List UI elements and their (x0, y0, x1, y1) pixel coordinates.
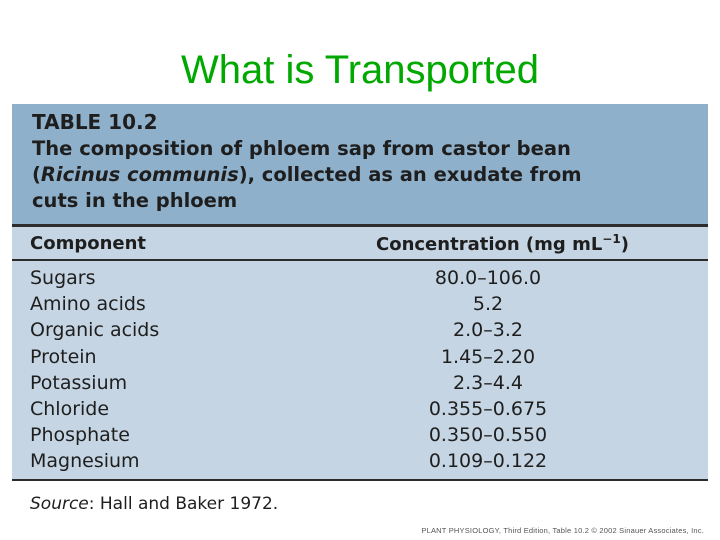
concentration-cell (408, 424, 568, 446)
concentration-cell (408, 450, 568, 472)
concentration-value: 1.45–2.20 (440, 345, 536, 368)
concentration-exponent: −1 (602, 231, 621, 246)
concentration-close: ) (620, 233, 629, 255)
table-row (12, 317, 708, 343)
table-body (12, 227, 708, 481)
caption-line-1: The composition of phloem sap from castor bean (32, 137, 571, 160)
concentration-label: Concentration (mg mL (376, 233, 603, 255)
component-cell: Chloride (30, 398, 110, 421)
concentration-value: 5.2 (472, 293, 504, 316)
concentration-cell (408, 267, 568, 289)
column-header-concentration (360, 232, 629, 255)
concentration-value: 80.0–106.0 (434, 267, 542, 290)
concentration-value: 0.350–0.550 (428, 424, 548, 447)
caption-line-2-rest: ), collected as an exudate from (238, 163, 582, 186)
concentration-cell (408, 293, 568, 315)
table-rows (12, 261, 708, 479)
concentration-value: 2.0–3.2 (453, 319, 523, 342)
table-row (12, 265, 708, 291)
component-cell: Magnesium (30, 450, 140, 473)
table-figure (12, 104, 708, 481)
concentration-cell (408, 346, 568, 368)
component-cell: Organic acids (30, 319, 160, 342)
table-row (12, 448, 708, 474)
component-cell: Protein (30, 345, 97, 368)
publisher-credit: PLANT PHYSIOLOGY, Third Edition, Table 10.2 © 2002 Sinauer Associates, Inc. (421, 526, 704, 535)
concentration-value: 2.3–4.4 (453, 371, 523, 394)
component-cell: Potassium (30, 371, 128, 394)
component-cell: Phosphate (30, 424, 130, 447)
table-row (12, 291, 708, 317)
source-label: Source (30, 494, 89, 514)
caption-line-3: cuts in the phloem (32, 189, 238, 212)
concentration-cell (408, 319, 568, 341)
concentration-value: 0.109–0.122 (428, 450, 548, 473)
table-header (12, 104, 708, 224)
species-name: Ricinus communis (40, 163, 239, 186)
concentration-value: 0.355–0.675 (428, 398, 548, 421)
table-row (12, 396, 708, 422)
caption-open-paren: ( (32, 163, 41, 186)
column-headers (12, 227, 708, 261)
concentration-cell (408, 372, 568, 394)
source-text: : Hall and Baker 1972. (88, 494, 279, 514)
component-cell: Amino acids (30, 293, 146, 316)
caption-line-2 (32, 162, 708, 188)
concentration-cell (408, 398, 568, 420)
bottom-rule (12, 479, 708, 481)
table-row (12, 422, 708, 448)
slide-title: What is Transported (181, 48, 539, 92)
table-row (12, 370, 708, 396)
component-cell: Sugars (30, 267, 96, 290)
table-caption (32, 136, 708, 214)
table-row (12, 344, 708, 370)
column-header-component: Component (30, 232, 147, 254)
table-number: TABLE 10.2 (32, 110, 158, 134)
source-note (30, 494, 278, 514)
